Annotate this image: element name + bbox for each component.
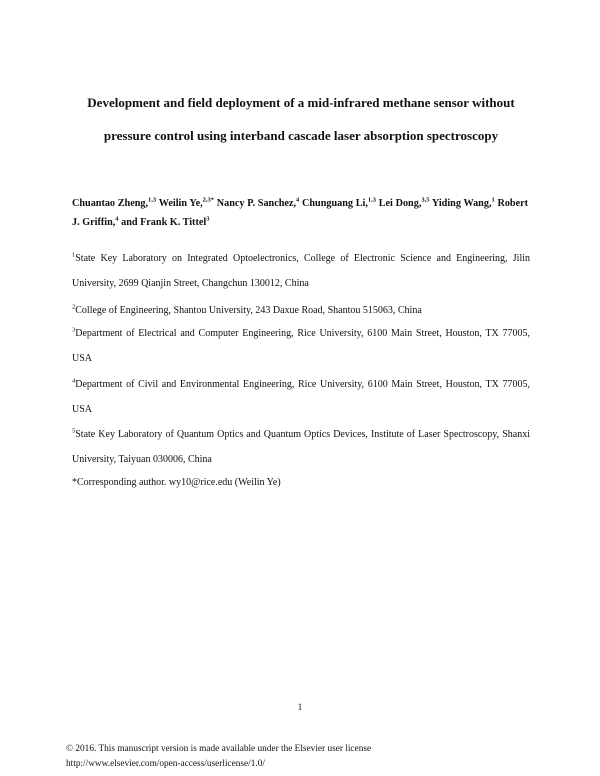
affiliation-number: 2 — [72, 303, 76, 311]
author-affiliation-marker: 3 — [206, 215, 210, 223]
affiliation-text: State Key Laboratory on Integrated Optoelectronics, College of Electronic Science and Engineering, Jilin University, 2699 Qianjin Street, Changchun 130012, China — [72, 253, 530, 289]
author-name: Robert J. Griffin, — [72, 198, 529, 228]
affiliation-5 — [72, 422, 530, 472]
affiliation-2 — [72, 298, 530, 323]
author-name: Lei Dong, — [378, 198, 422, 209]
affiliation-number: 4 — [72, 377, 76, 385]
affiliation-number: 1 — [72, 251, 76, 259]
author-affiliation-marker: 4 — [115, 215, 119, 223]
affiliation-text: Department of Electrical and Computer Engineering, Rice University, 6100 Main Street, Houston, TX 77005, USA — [72, 328, 530, 364]
affiliation-number: 3 — [72, 326, 76, 334]
paper-title-line-2: pressure control using interband cascade laser absorption spectroscopy — [103, 128, 499, 143]
affiliation-3 — [72, 321, 530, 371]
author-affiliation-marker: 3,5 — [421, 196, 430, 204]
license-statement: © 2016. This manuscript version is made available under the Elsevier user license — [66, 744, 372, 754]
author-affiliation-marker: 4 — [296, 196, 300, 204]
paper-title-line-1: Development and field deployment of a mid-infrared methane sensor without — [87, 95, 515, 110]
author-list — [72, 194, 528, 232]
corresponding-author: *Corresponding author. wy10@rice.edu (Weilin Ye) — [72, 477, 281, 488]
affiliation-text: Department of Civil and Environmental Engineering, Rice University, 6100 Main Street, Houston, TX 77005, USA — [72, 379, 530, 415]
page-number: 1 — [297, 703, 303, 713]
license-notice — [66, 742, 546, 772]
author-name: and Frank K. Tittel — [121, 217, 207, 228]
author-affiliation-marker: 1 — [491, 196, 495, 204]
affiliation-text: College of Engineering, Shantou University, 243 Daxue Road, Shantou 515063, China — [75, 305, 422, 316]
author-name: Yiding Wang, — [431, 198, 492, 209]
author-affiliation-marker: 2,3* — [202, 196, 215, 204]
author-affiliation-marker: 1,3 — [367, 196, 376, 204]
author-name: Weilin Ye, — [158, 198, 203, 209]
affiliation-number: 5 — [72, 427, 76, 435]
affiliation-4 — [72, 372, 530, 422]
author-name: Nancy P. Sanchez, — [216, 198, 297, 209]
license-url[interactable]: http://www.elsevier.com/open-access/userlicense/1.0/ — [66, 759, 265, 769]
affiliation-1 — [72, 246, 530, 296]
author-name: Chuantao Zheng, — [72, 198, 149, 209]
author-name: Chunguang Li, — [302, 198, 368, 209]
author-affiliation-marker: 1,3 — [148, 196, 157, 204]
affiliation-text: State Key Laboratory of Quantum Optics and Quantum Optics Devices, Institute of Laser Spectroscopy, Shanxi University, Taiyuan 030006, China — [72, 429, 530, 465]
